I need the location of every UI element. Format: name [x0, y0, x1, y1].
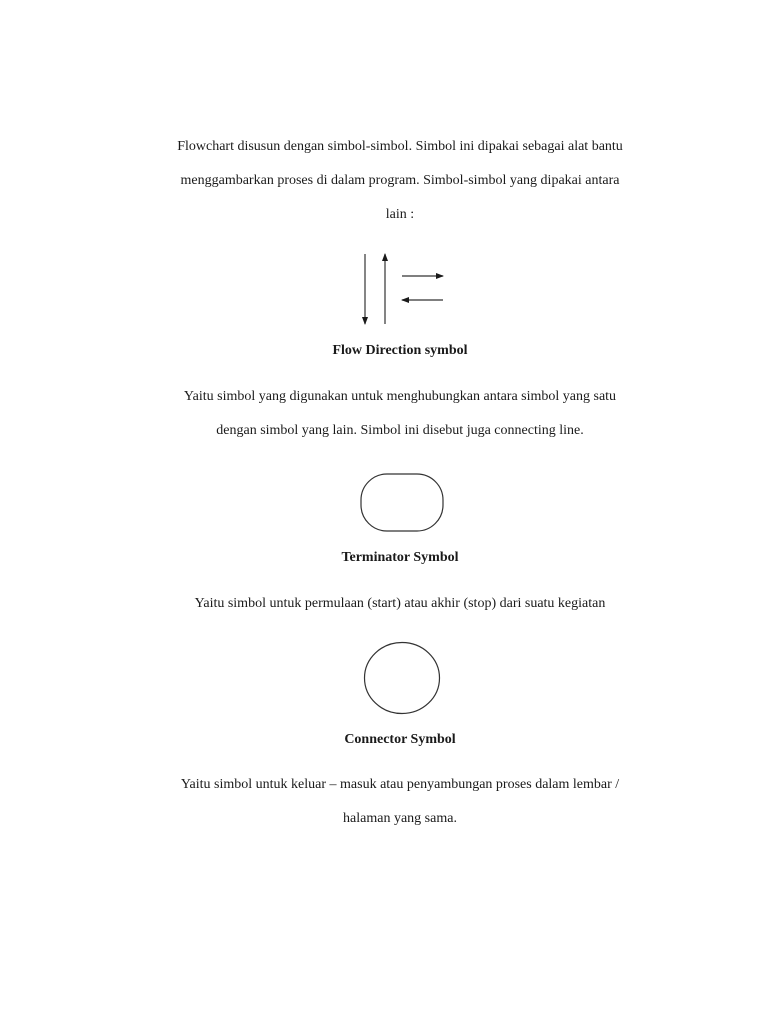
intro-line-3: lain : — [385, 207, 415, 222]
connector-caption: Connector Symbol — [344, 732, 456, 747]
flow-direction-caption: Flow Direction symbol — [332, 343, 468, 358]
intro-line-2: menggambarkan proses di dalam program. Simbol-simbol yang dipakai antara — [180, 173, 620, 188]
flow-direction-line-1: Yaitu simbol yang digunakan untuk menghubungkan antara simbol yang satu — [183, 389, 617, 404]
terminator-description — [120, 587, 680, 621]
connector-description — [120, 768, 680, 836]
intro-line-1: Flowchart disusun dengan simbol-simbol. Simbol ini dipakai sebagai alat bantu — [177, 139, 623, 154]
terminator-caption: Terminator Symbol — [341, 550, 459, 565]
connector-symbol — [362, 641, 442, 717]
connector-line-2: halaman yang sama. — [343, 811, 457, 826]
terminator-line-1: Yaitu simbol untuk permulaan (start) atau akhir (stop) dari suatu kegiatan — [194, 596, 606, 611]
terminator-symbol — [360, 473, 444, 533]
connector-line-1: Yaitu simbol untuk keluar – masuk atau penyambungan proses dalam lembar / — [180, 777, 620, 792]
intro-paragraph — [120, 130, 680, 232]
flow-direction-line-2: dengan simbol yang lain. Simbol ini disebut juga connecting line. — [216, 423, 584, 438]
flow-direction-symbol — [355, 250, 450, 330]
flow-direction-description — [120, 380, 680, 448]
